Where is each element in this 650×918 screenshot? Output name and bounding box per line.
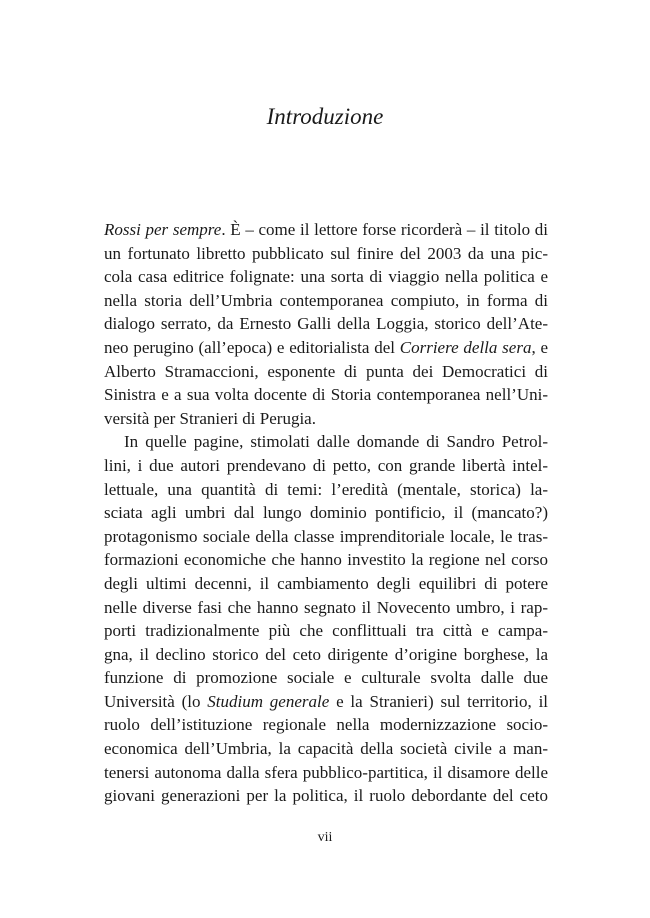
text-line	[104, 643, 548, 667]
text-segment: . È – come il lettore forse ricorderà – il titolo di	[221, 220, 548, 239]
text-segment: ruolo dell’istituzione regionale nella modernizzazione socio-	[104, 715, 548, 735]
text-line	[104, 430, 548, 454]
text-segment: lini, i due autori prendevano di petto, con grande libertà intel-	[104, 455, 548, 475]
text-line	[104, 501, 548, 525]
text-segment: lettuale, una quantità di temi: l’eredità (mentale, storica) la-	[104, 479, 548, 499]
text-line	[104, 713, 548, 737]
text-line	[104, 312, 548, 336]
text-line	[104, 242, 548, 266]
text-segment: gna, il declino storico del ceto dirigente d’origine borghese, la	[104, 644, 548, 664]
text-segment: nella storia dell’Umbria contemporanea compiuto, in forma di	[104, 290, 548, 310]
italic-text: Rossi per sempre	[104, 220, 222, 239]
text-line	[104, 596, 548, 620]
text-line	[104, 360, 548, 384]
text-segment: protagonismo sociale della classe imprenditoriale locale, le tras-	[104, 526, 548, 546]
text-line	[104, 289, 548, 313]
text-line	[104, 265, 548, 289]
text-segment: giovani generazioni per la politica, il ruolo debordante del ceto	[104, 786, 548, 806]
text-segment: versità per Stranieri di Perugia.	[104, 408, 316, 428]
text-line	[104, 336, 548, 360]
text-segment: Alberto Stramaccioni, esponente di punta dei Democratici di	[104, 361, 548, 381]
page-number: vii	[317, 830, 333, 845]
text-line	[104, 619, 548, 643]
text-line	[104, 548, 548, 572]
body-text	[104, 218, 548, 808]
italic-text: Corriere della sera	[399, 337, 532, 357]
text-segment: funzione di promozione sociale e culturale svolta dalle due	[104, 668, 548, 688]
text-line	[104, 525, 548, 549]
italic-text: Studium generale	[207, 691, 330, 711]
text-segment: economica dell’Umbria, la capacità della società civile a man-	[104, 739, 548, 759]
text-line	[104, 784, 548, 808]
text-segment: porti tradizionalmente più che conflittuali tra città e campa-	[104, 621, 548, 641]
page-title: Introduzione	[266, 104, 384, 129]
text-line	[104, 218, 548, 242]
text-segment: formazioni economiche che hanno investito la regione nel corso	[104, 550, 548, 570]
text-line	[104, 478, 548, 502]
text-segment: tenersi autonoma dalla sfera pubblico-partitica, il disamore delle	[104, 762, 548, 782]
text-line	[104, 690, 548, 714]
text-segment: un fortunato libretto pubblicato sul finire del 2003 da una pic-	[104, 243, 548, 263]
text-segment: Sinistra e a sua volta docente di Storia contemporanea nell’Uni-	[104, 385, 548, 405]
text-segment: degli ultimi decenni, il cambiamento degli equilibri di potere	[104, 573, 548, 593]
text-line	[104, 737, 548, 761]
text-line	[104, 454, 548, 478]
text-segment: sciata agli umbri dal lungo dominio pontificio, il (mancato?)	[104, 503, 548, 523]
text-line	[104, 761, 548, 785]
text-segment: cola casa editrice folignate: una sorta di viaggio nella politica e	[104, 267, 548, 287]
text-segment: e la Stranieri) sul territorio, il	[329, 691, 549, 711]
text-segment: Università (lo	[104, 691, 208, 711]
text-line	[104, 383, 548, 407]
text-line	[104, 407, 548, 431]
text-segment: , e	[531, 337, 549, 357]
text-segment: neo perugino (all’epoca) e editorialista del	[104, 337, 400, 357]
text-segment: nelle diverse fasi che hanno segnato il Novecento umbro, i rap-	[104, 597, 548, 617]
text-segment: dialogo serrato, da Ernesto Galli della Loggia, storico dell’Ate-	[104, 314, 548, 334]
text-segment: In quelle pagine, stimolati dalle domande di Sandro Petrol-	[124, 432, 548, 452]
text-line	[104, 666, 548, 690]
text-line	[104, 572, 548, 596]
